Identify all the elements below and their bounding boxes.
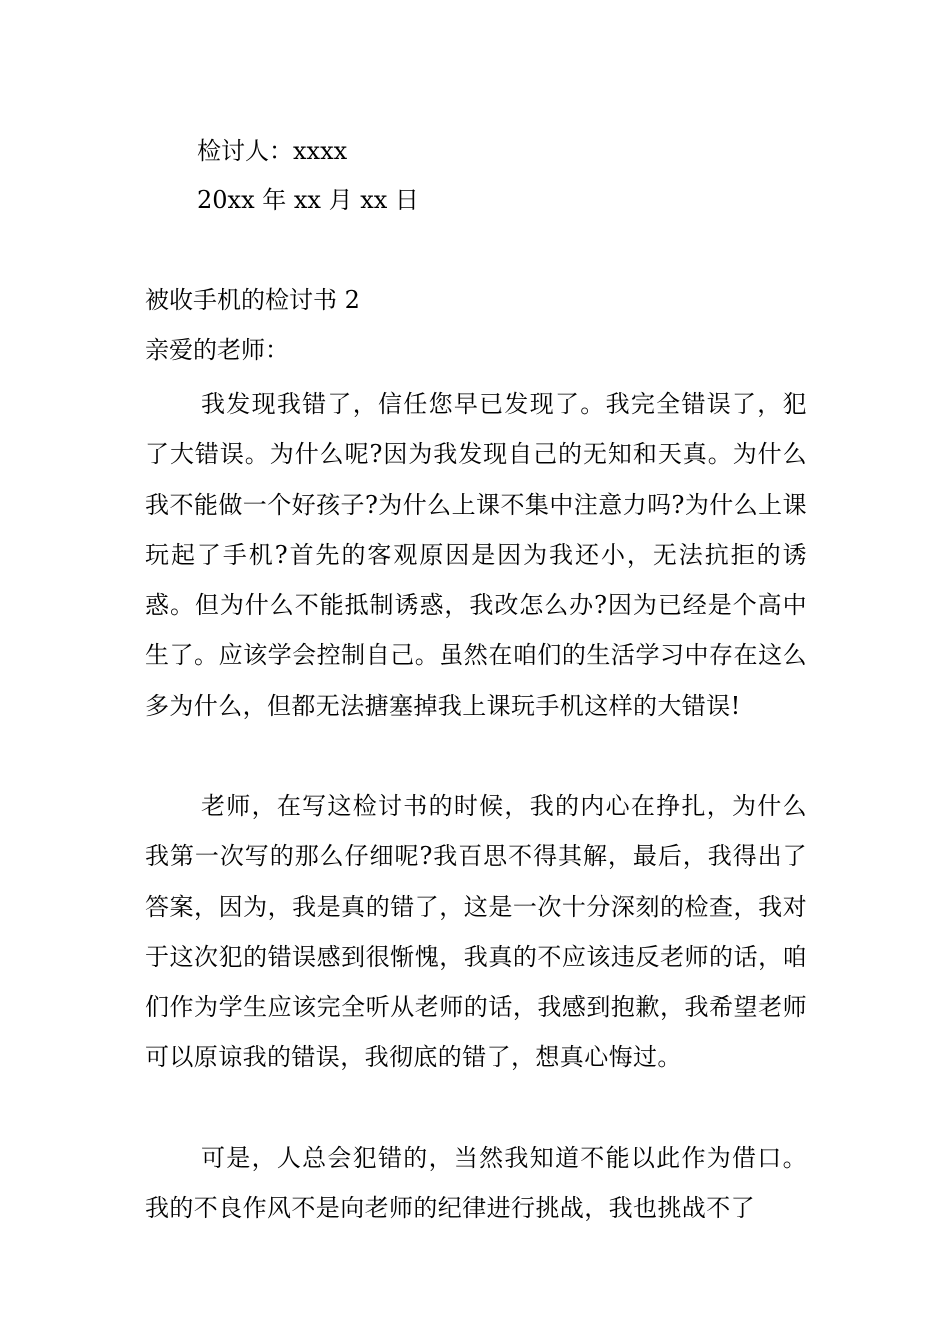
paragraph-3: 可是，人总会犯错的，当然我知道不能以此作为借口。我的不良作风不是向老师的纪律进行挑战，我也挑战不了 <box>145 1144 807 1223</box>
signature-date: 20xx 年 xx 月 xx 日 <box>197 186 419 214</box>
salutation: 亲爱的老师： <box>145 336 289 364</box>
paragraph-1: 我发现我错了，信任您早已发现了。我完全错误了，犯了大错误。为什么呢?因为我发现自己的无知和天真。为什么我不能做一个好孩子?为什么上课不集中注意力吗?为什么上课玩起了手机?首先的客观原因是因为我还小，无法抗拒的诱惑。但为什么不能抵制诱惑，我改怎么办?因为已经是个高中生了。应该学会控制自己。虽然在咱们的生活学习中存在这么多为什么，但都无法搪塞掉我上课玩手机这样的大错误! <box>145 390 807 720</box>
paragraph-2: 老师，在写这检讨书的时候，我的内心在挣扎，为什么我第一次写的那么仔细呢?我百思不得其解，最后，我得出了答案，因为，我是真的错了，这是一次十分深刻的检查，我对于这次犯的错误感到很惭愧，我真的不应该违反老师的话，咱们作为学生应该完全听从老师的话，我感到抱歉，我希望老师可以原谅我的错误，我彻底的错了，想真心悔过。 <box>145 792 807 1072</box>
section-title: 被收手机的检讨书 2 <box>145 286 360 314</box>
reviewer-signature: 检讨人：xxxx <box>197 137 348 165</box>
